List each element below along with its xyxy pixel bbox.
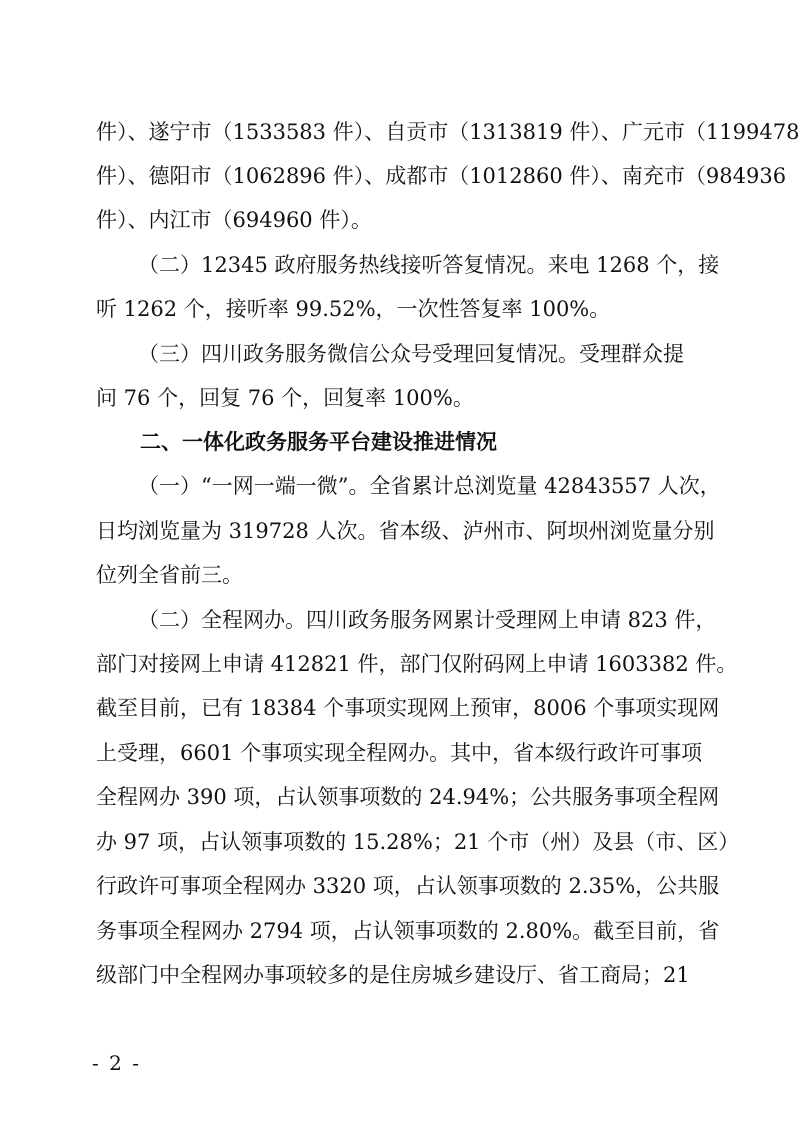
paragraph-line: 上受理，6601 个事项实现全程网办。其中，省本级行政许可事项 bbox=[96, 741, 703, 765]
section-heading-line: （三）四川政务服务微信公众号受理回复情况。受理群众提 bbox=[138, 342, 684, 366]
paragraph-line: 部门对接网上申请 412821 件，部门仅附码网上申请 1603382 件。 bbox=[96, 652, 738, 676]
paragraph-line: 级部门中全程网办事项较多的是住房城乡建设厅、省工商局；21 bbox=[96, 963, 690, 987]
section-heading-line: （一）“一网一端一微”。全省累计总浏览量 42843557 人次， bbox=[138, 474, 721, 498]
paragraph-line: 截至目前，已有 18384 个事项实现网上预审，8006 个事项实现网 bbox=[96, 696, 720, 720]
paragraph-line: 位列全省前三。 bbox=[96, 563, 243, 587]
paragraph-line: 全程网办 390 项，占认领事项数的 24.94%；公共服务事项全程网 bbox=[96, 785, 720, 809]
paragraph-line: 务事项全程网办 2794 项，占认领事项数的 2.80%。截至目前，省 bbox=[96, 919, 720, 943]
paragraph-line: 听 1262 个，接听率 99.52%，一次性答复率 100%。 bbox=[96, 297, 611, 321]
page-number: - 2 - bbox=[92, 1051, 141, 1075]
paragraph-line: 行政许可事项全程网办 3320 项，占认领事项数的 2.35%，公共服 bbox=[96, 874, 720, 898]
paragraph-line: 办 97 项，占认领事项数的 15.28%；21 个市（州）及县（市、区） bbox=[96, 830, 740, 854]
chapter-heading: 二、一体化政务服务平台建设推进情况 bbox=[140, 430, 497, 454]
section-heading-line: （二）12345 政府服务热线接听答复情况。来电 1268 个，接 bbox=[138, 253, 720, 277]
paragraph-line: 件）、遂宁市（1533583 件）、自贡市（1313819 件）、广元市（1199478 bbox=[96, 120, 799, 144]
paragraph-line: 件）、内江市（694960 件）。 bbox=[96, 208, 372, 232]
paragraph-line: 日均浏览量为 319728 人次。省本级、泸州市、阿坝州浏览量分别 bbox=[96, 519, 715, 543]
paragraph-line: 问 76 个，回复 76 个，回复率 100%。 bbox=[96, 386, 474, 410]
paragraph-line: 件）、德阳市（1062896 件）、成都市（1012860 件）、南充市（984936 bbox=[96, 164, 787, 188]
section-heading-line: （二）全程网办。四川政务服务网累计受理网上申请 823 件， bbox=[138, 608, 717, 632]
